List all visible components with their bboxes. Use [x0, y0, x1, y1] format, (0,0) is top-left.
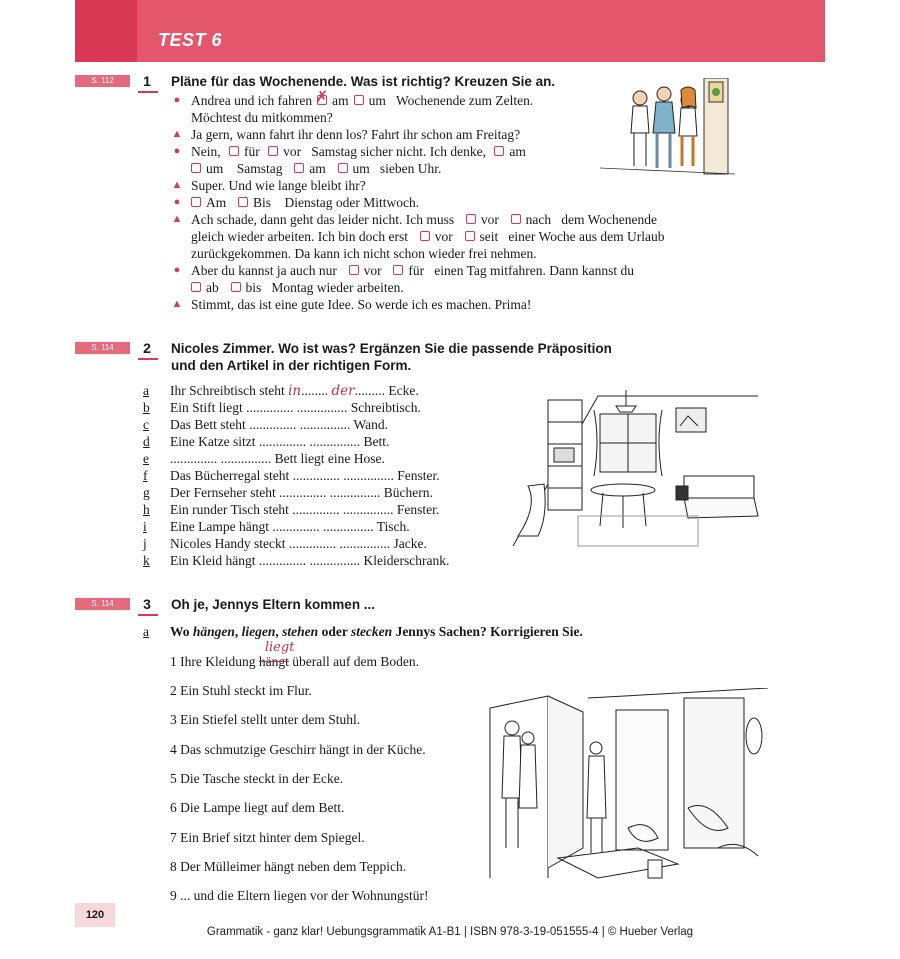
sentence-7: 7 Ein Brief sitzt hinter dem Spiegel.	[170, 829, 365, 845]
fill-in-item: Der Fernseher steht .............. ............... Büchern.	[170, 485, 433, 500]
checkbox[interactable]	[294, 163, 304, 173]
messy-apartment-illustration	[488, 688, 773, 888]
exercise-title-2: Nicoles Zimmer. Wo ist was? Ergänzen Sie die passende Präposition	[171, 341, 612, 356]
sentence-2: 2 Ein Stuhl steckt im Flur.	[170, 683, 312, 698]
exercise-number-1: 1	[138, 73, 156, 89]
checkbox[interactable]	[191, 282, 201, 292]
speaker-triangle-icon: ▲	[171, 128, 183, 140]
answer-blank[interactable]: ..............	[288, 502, 343, 517]
speaker-circle-icon: ●	[173, 145, 181, 157]
checkbox[interactable]	[349, 265, 359, 275]
checkbox[interactable]	[338, 163, 348, 173]
room-illustration	[508, 386, 760, 561]
answer-blank[interactable]: ..............	[255, 434, 310, 449]
dialog-line: Super. Und wie lange bleibt ihr?	[191, 178, 366, 193]
answer-blank[interactable]: der.........	[331, 383, 389, 399]
fill-in-item: Eine Lampe hängt .............. ............... Tisch.	[170, 519, 410, 534]
answer-blank[interactable]: ..............	[275, 485, 330, 500]
checkbox[interactable]	[466, 214, 476, 224]
answer-blank[interactable]: ..............	[170, 451, 221, 466]
speaker-circle-icon: ●	[173, 94, 181, 106]
item-letter: i	[143, 519, 147, 534]
subtask-letter: a	[143, 624, 149, 639]
dialog-line: Möchtest du mitkommen?	[191, 110, 333, 125]
sentence-6: 6 Die Lampe liegt auf dem Bett.	[170, 800, 345, 816]
dialog-line: Ja gern, wann fahrt ihr denn los? Fahrt ihr schon am Freitag?	[191, 127, 521, 142]
answer-blank[interactable]: ..............	[285, 536, 340, 551]
sentence-8: 8 Der Mülleimer hängt neben dem Teppich.	[170, 858, 407, 874]
speaker-circle-icon: ●	[173, 196, 181, 208]
item-letter: g	[143, 485, 150, 500]
checkbox[interactable]	[268, 146, 278, 156]
sentence-3: 3 Ein Stiefel stellt unter dem Stuhl.	[170, 712, 361, 728]
item-letter: d	[143, 434, 150, 449]
sentence-5: 5 Die Tasche steckt in der Ecke.	[170, 770, 344, 786]
page-ref-ex1: S. 112	[75, 75, 130, 87]
answer-blank[interactable]: ...............	[309, 434, 364, 449]
exercise-title-1: Pläne für das Wochenende. Was ist richtig? Kreuzen Sie an.	[171, 74, 556, 89]
dialog-line: Andrea und ich fahren✗ am um Wochenende zum Zelten.	[191, 92, 533, 109]
answer-blank[interactable]: ..............	[268, 519, 323, 534]
fill-in-item: Das Bett steht .............. ............... Wand.	[170, 417, 389, 432]
answer-blank[interactable]: ..............	[255, 553, 310, 568]
checkbox[interactable]	[420, 231, 430, 241]
people-talking-illustration	[600, 78, 735, 178]
fill-in-item: Ihr Schreibtisch steht in........ der......... Ecke.	[170, 383, 419, 399]
answer-blank[interactable]: ..............	[242, 400, 297, 415]
fill-in-item: Nicoles Handy steckt .............. ............... Jacke.	[170, 536, 427, 551]
dialog-line: Aber du kannst ja auch nur vor für einen Tag mitfahren. Dann kannst du	[191, 263, 634, 278]
dialog-line: Ach schade, dann geht das leider nicht. Ich muss vor nach dem Wochenende	[191, 212, 658, 227]
answer-blank[interactable]: ...............	[329, 485, 384, 500]
fill-in-item: Ein Stift liegt .............. ............... Schreibtisch.	[170, 400, 421, 415]
checkbox[interactable]	[354, 95, 364, 105]
answer-blank[interactable]: ...............	[296, 400, 351, 415]
page-ref-ex2: S. 114	[75, 342, 130, 354]
item-letter: j	[143, 536, 147, 551]
speaker-triangle-icon: ▲	[171, 213, 183, 225]
dialog-line: Nein, für vor Samstag sicher nicht. Ich denke, am	[191, 144, 526, 159]
fill-in-item: Das Bücherregal steht .............. ............... Fenster.	[170, 468, 440, 483]
item-letter: a	[143, 383, 149, 398]
struck-word: hängt	[258, 654, 289, 669]
sentence-1: 1 Ihre Kleidung hängt liegt überall auf dem Boden.	[170, 640, 419, 669]
sentence-9: 9 ... und die Eltern liegen vor der Wohnungstür!	[170, 888, 429, 904]
answer-blank[interactable]: ...............	[309, 553, 364, 568]
page-title: TEST 6	[158, 30, 223, 50]
checkbox[interactable]	[238, 197, 248, 207]
dialog-line: Am Bis Dienstag oder Mittwoch.	[191, 194, 419, 211]
checkbox[interactable]	[191, 197, 201, 207]
speaker-triangle-icon: ▲	[171, 179, 183, 191]
page-number: 120	[75, 903, 115, 927]
subtask-instruction: Wo hängen, liegen, stehen oder stecken Jennys Sachen? Korrigieren Sie.	[170, 624, 583, 639]
item-letter: k	[143, 553, 150, 568]
speaker-triangle-icon: ▲	[171, 298, 183, 310]
checkbox[interactable]	[231, 282, 241, 292]
exercise-number-3: 3	[138, 596, 156, 612]
checkbox[interactable]	[393, 265, 403, 275]
dialog-line: ab bis Montag wieder arbeiten.	[191, 279, 404, 296]
answer-blank[interactable]: ..............	[245, 417, 300, 432]
item-letter: c	[143, 417, 149, 432]
handwritten-correction: liegt	[264, 640, 295, 655]
answer-blank[interactable]: ...............	[322, 519, 377, 534]
answer-blank[interactable]: in........	[288, 383, 332, 399]
speaker-circle-icon: ●	[173, 264, 181, 276]
answer-blank[interactable]: ...............	[220, 451, 275, 466]
exercise-title-2-line2: und den Artikel in der richtigen Form.	[171, 358, 412, 373]
item-letter: e	[143, 451, 149, 466]
checkbox[interactable]	[511, 214, 521, 224]
footer-citation: Grammatik - ganz klar! Uebungsgrammatik A1-B1 | ISBN 978-3-19-051555-4 | © Hueber Verlag	[206, 926, 694, 938]
page-ref-ex3: S. 114	[75, 598, 130, 610]
checkbox[interactable]	[191, 163, 201, 173]
item-letter: f	[143, 468, 148, 483]
item-letter: b	[143, 400, 150, 415]
answer-blank[interactable]: ...............	[343, 468, 398, 483]
checkbox-checked[interactable]	[317, 95, 327, 105]
dialog-line: um Samstag am um sieben Uhr.	[191, 160, 441, 177]
sentence-4: 4 Das schmutzige Geschirr hängt in der Küche.	[170, 741, 426, 757]
header-tab	[75, 0, 137, 62]
exercise-number-2: 2	[138, 340, 156, 356]
checkbox[interactable]	[229, 146, 239, 156]
checkbox[interactable]	[494, 146, 504, 156]
fill-in-item: Ein Kleid hängt .............. ............... Kleiderschrank.	[170, 553, 450, 568]
fill-in-item: Eine Katze sitzt .............. ............... Bett.	[170, 434, 390, 449]
answer-blank[interactable]: ..............	[289, 468, 344, 483]
item-letter: h	[143, 502, 150, 517]
dialog-line: zurückgekommen. Da kann ich nicht schon wieder frei nehmen.	[191, 246, 537, 261]
fill-in-item: Ein runder Tisch steht .............. ............... Fenster.	[170, 502, 440, 517]
checkbox[interactable]	[465, 231, 475, 241]
exercise-title-3: Oh je, Jennys Eltern kommen ...	[171, 597, 376, 612]
dialog-line: gleich wieder arbeiten. Ich bin doch erst vor seit einer Woche aus dem Urlaub	[191, 229, 665, 244]
dialog-line: Stimmt, das ist eine gute Idee. So werde ich es machen. Prima!	[191, 297, 532, 312]
fill-in-item: .............. ............... Bett liegt eine Hose.	[170, 451, 385, 466]
answer-blank[interactable]: ...............	[299, 417, 354, 432]
answer-blank[interactable]: ...............	[342, 502, 397, 517]
answer-blank[interactable]: ...............	[339, 536, 394, 551]
